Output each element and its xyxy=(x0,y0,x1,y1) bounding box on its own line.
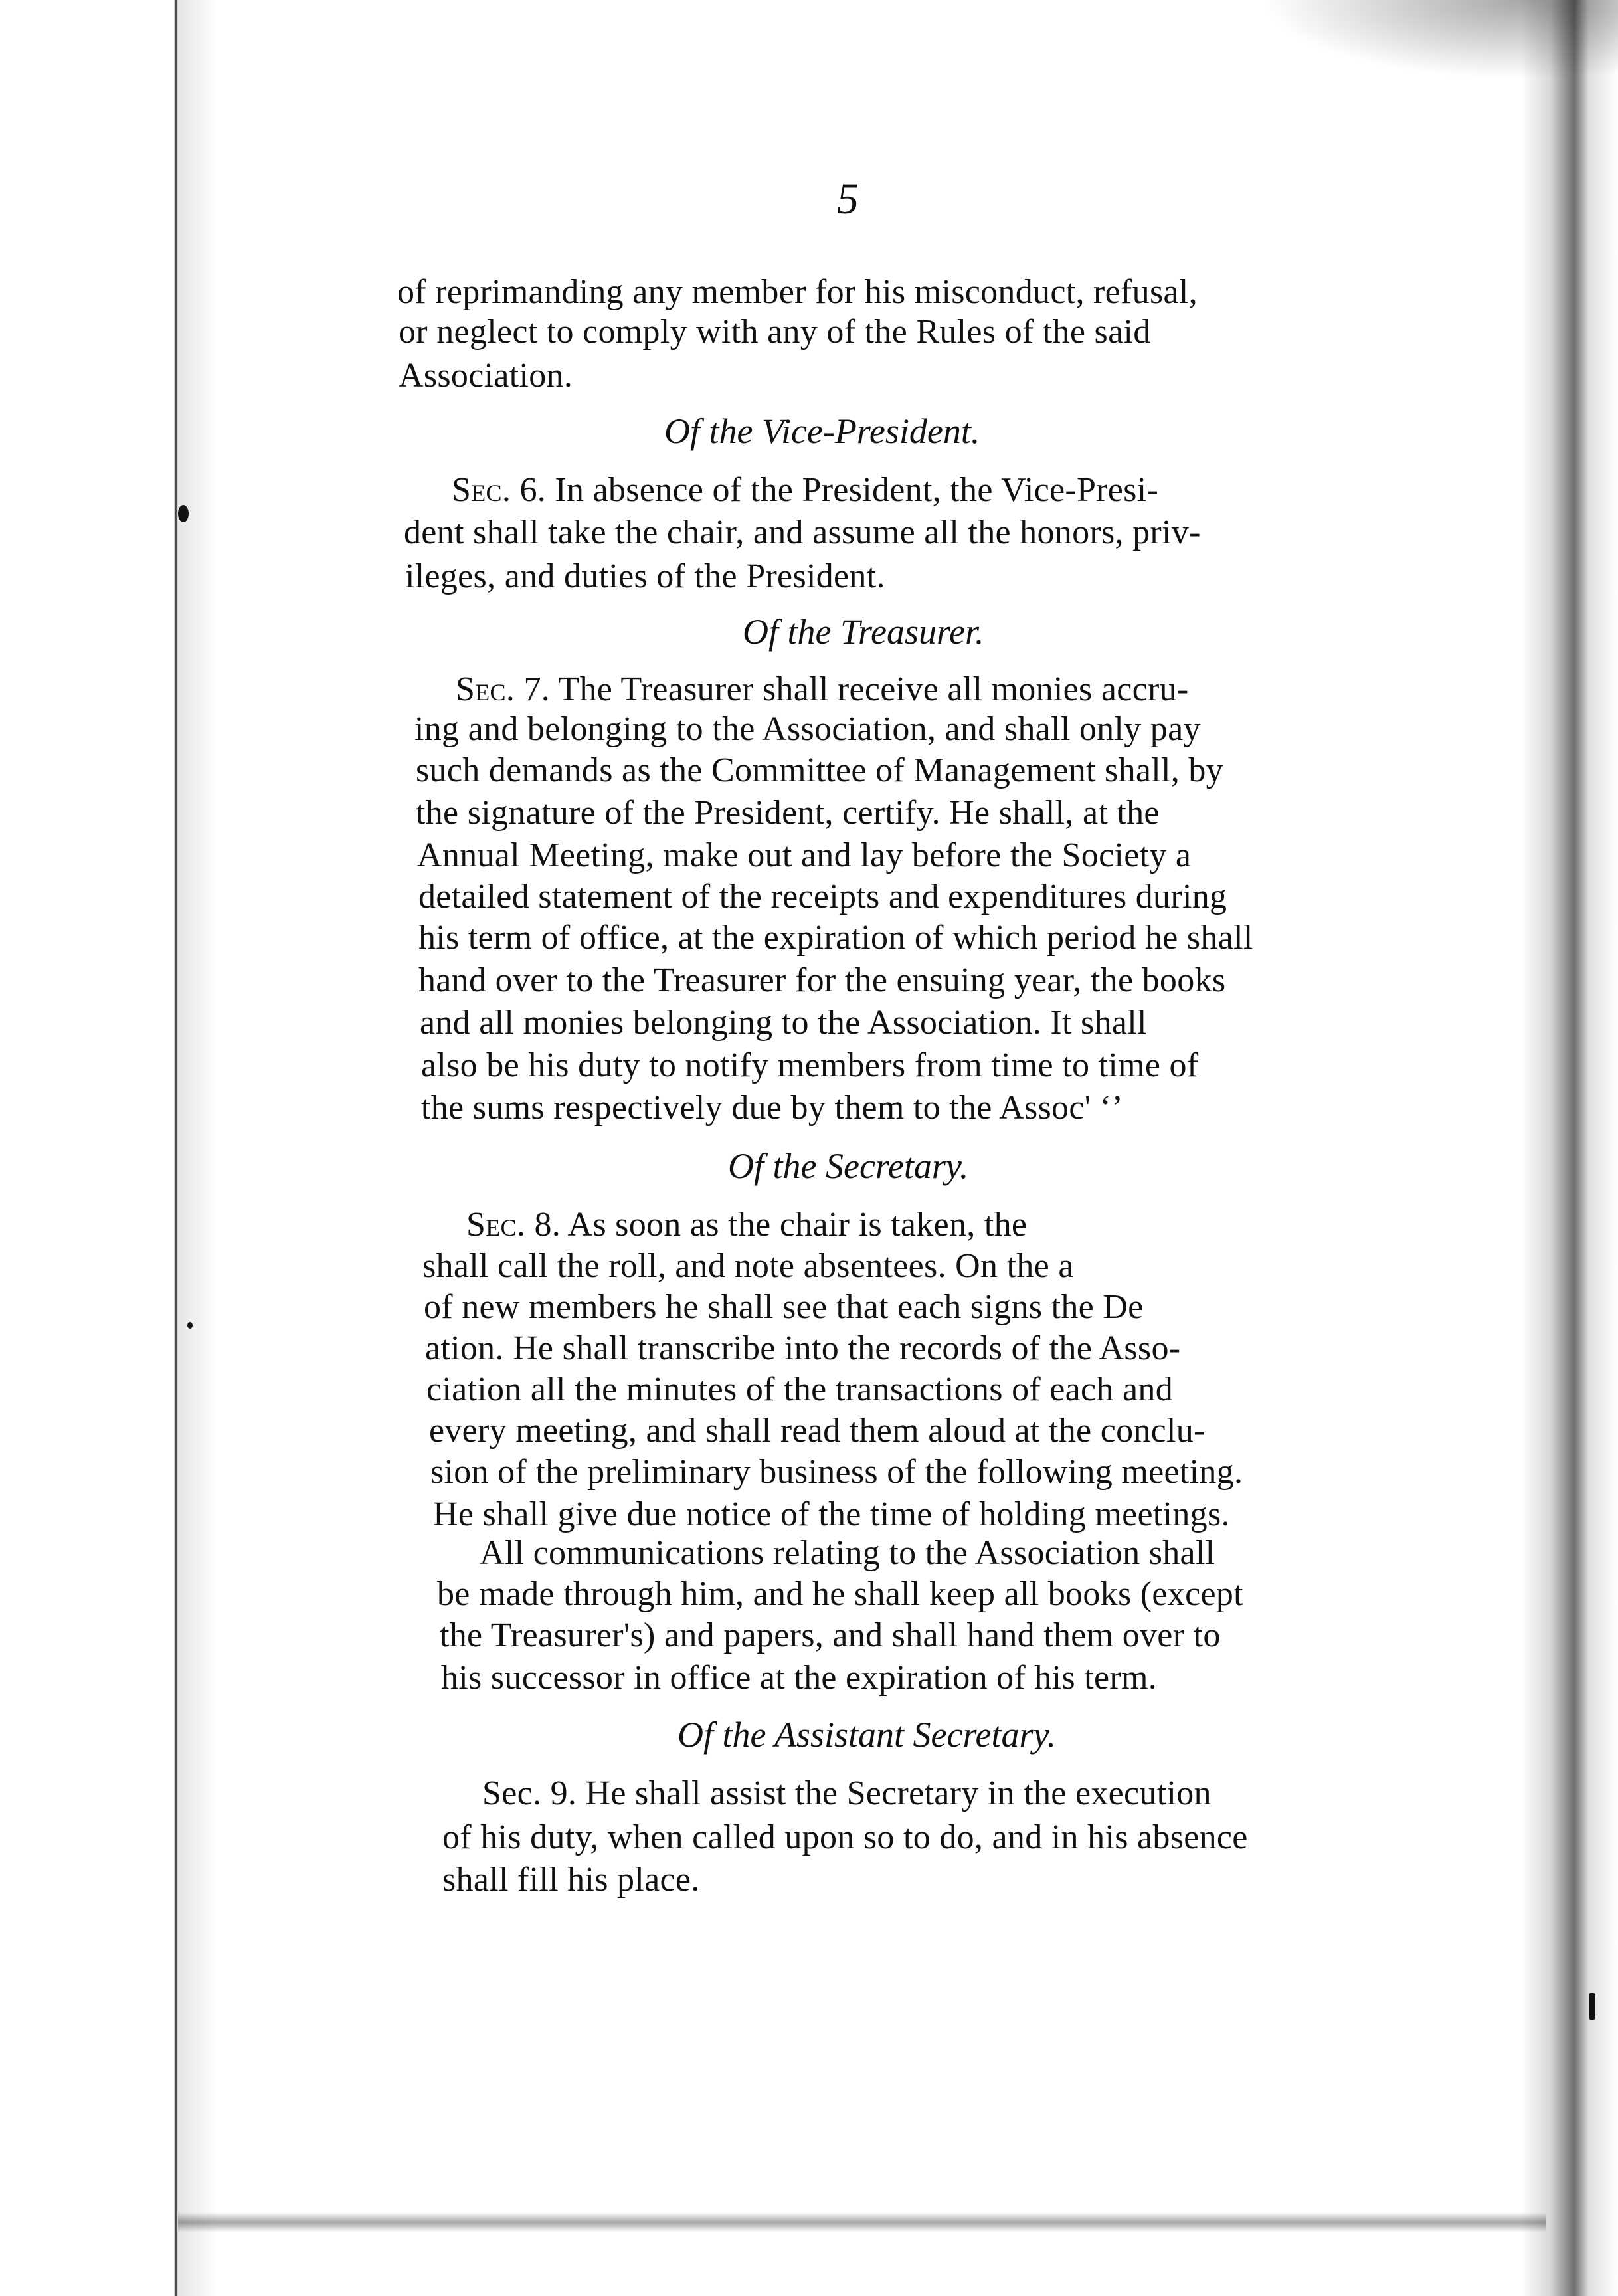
section-line xyxy=(452,469,1158,512)
section-line xyxy=(482,1772,1212,1815)
sec-text: As soon as the chair is taken, the xyxy=(567,1206,1028,1244)
ink-speck xyxy=(187,1322,193,1329)
sec-label: Sec. xyxy=(482,1774,542,1812)
body-line: his successor in office at the expiration of his term. xyxy=(441,1659,1158,1697)
section-line xyxy=(456,668,1189,711)
body-line: shall fill his place. xyxy=(442,1861,700,1899)
section-heading: Of the Assistant Secretary. xyxy=(677,1715,1056,1755)
body-line: hand over to the Treasurer for the ensuing year, the books xyxy=(418,961,1226,999)
body-line: also be his duty to notify members from time to time of xyxy=(421,1046,1199,1084)
body-line: of reprimanding any member for his misconduct, refusal, xyxy=(397,273,1198,311)
sec-label: Sec. xyxy=(456,670,515,708)
section-line xyxy=(466,1204,1027,1246)
body-line: ation. He shall transcribe into the records of the Asso- xyxy=(425,1329,1181,1367)
body-line: He shall give due notice of the time of holding meetings. xyxy=(433,1495,1230,1533)
body-line: of his duty, when called upon so to do, and in his absence xyxy=(442,1818,1248,1856)
sec-text: The Treasurer shall receive all monies accru- xyxy=(558,670,1189,708)
body-line: the signature of the President, certify. He shall, at the xyxy=(416,794,1160,832)
page-number: 5 xyxy=(837,175,859,223)
body-line: ing and belonging to the Association, and shall only pay xyxy=(414,710,1201,748)
binding-shadow xyxy=(178,0,218,2296)
body-line: and all monies belonging to the Association. It shall xyxy=(420,1004,1147,1042)
body-line: of new members he shall see that each signs the De xyxy=(424,1288,1144,1326)
body-line: every meeting, and shall read them aloud at the conclu- xyxy=(429,1412,1206,1450)
sec-text: He shall assist the Secretary in the execution xyxy=(585,1774,1212,1812)
body-line: shall call the roll, and note absentees. On the a xyxy=(422,1247,1074,1285)
section-heading: Of the Treasurer. xyxy=(743,612,984,652)
body-line: the Treasurer's) and papers, and shall hand them over to xyxy=(440,1616,1221,1654)
sec-label: Sec. xyxy=(452,471,511,509)
section-heading: Of the Secretary. xyxy=(728,1146,969,1186)
ink-speck xyxy=(178,505,189,522)
body-line: ileges, and duties of the President. xyxy=(405,557,885,595)
body-line: be made through him, and he shall keep all books (except xyxy=(437,1575,1243,1613)
body-line: his term of office, at the expiration of which period he shall xyxy=(418,919,1253,957)
body-line: Association. xyxy=(399,357,573,395)
body-line: sion of the preliminary business of the following meeting. xyxy=(430,1453,1243,1491)
sec-label: Sec. xyxy=(466,1206,526,1244)
sec-number: 7. xyxy=(523,670,551,708)
page-bottom-edge xyxy=(178,2212,1546,2232)
section-heading: Of the Vice-President. xyxy=(664,411,980,451)
body-line: dent shall take the chair, and assume all the honors, priv- xyxy=(404,514,1201,551)
sec-number: 8. xyxy=(534,1206,561,1244)
sec-number: 9. xyxy=(550,1774,577,1812)
body-line: such demands as the Committee of Management shall, by xyxy=(416,751,1223,789)
body-line: ciation all the minutes of the transactions of each and xyxy=(426,1371,1174,1408)
body-line: or neglect to comply with any of the Rules of the said xyxy=(399,313,1151,351)
body-line: the sums respectively due by them to the Assoc' ‘’ xyxy=(421,1089,1123,1127)
page-corner-shadow xyxy=(1262,0,1618,80)
body-line: All communications relating to the Association shall xyxy=(480,1534,1215,1572)
ink-speck xyxy=(1589,1993,1595,2020)
sec-number: 6. xyxy=(519,471,547,509)
body-line: detailed statement of the receipts and expenditures during xyxy=(418,878,1227,915)
page-right-edge xyxy=(1521,0,1618,2296)
sec-text: In absence of the President, the Vice-Presi- xyxy=(555,471,1159,509)
body-line: Annual Meeting, make out and lay before the Society a xyxy=(417,836,1192,874)
